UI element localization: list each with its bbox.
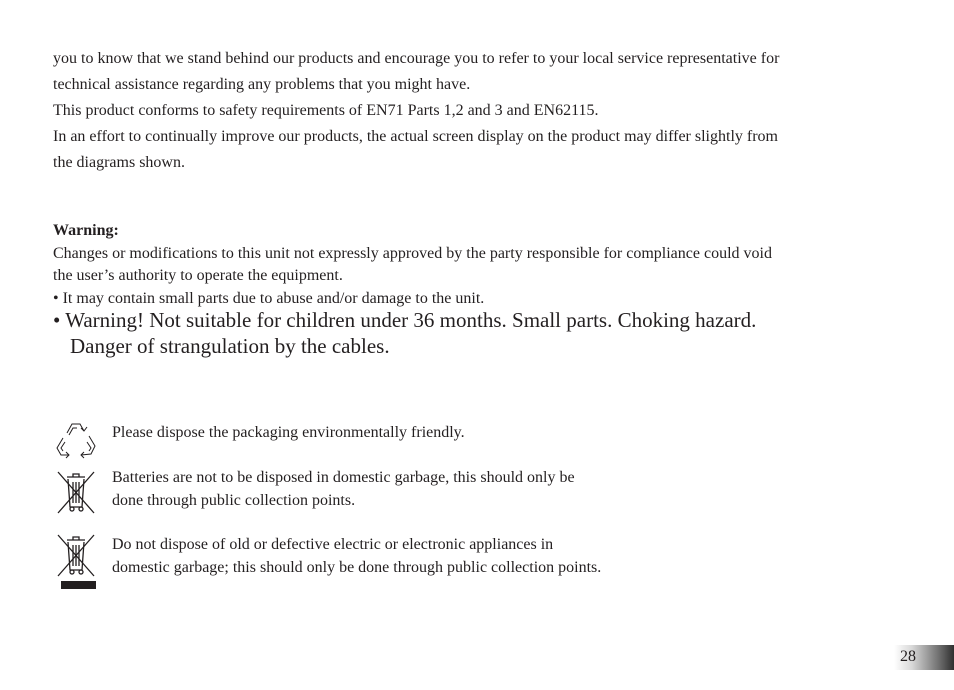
warning-line1: Changes or modifications to this unit not expressly approved by the party responsible for compliance could void — [53, 244, 772, 262]
page-number: 28 — [900, 648, 916, 665]
disposal-line: domestic garbage; this should only be done through public collection points. — [112, 558, 602, 576]
disposal-text-batteries — [112, 467, 832, 512]
intro-p3-line1: In an effort to continually improve our products, the actual screen display on the product may differ slightly from — [53, 128, 778, 145]
disposal-line: done through public collection points. — [112, 491, 356, 509]
warning-text — [53, 243, 898, 288]
intro-p3-line2: the diagrams shown. — [53, 154, 185, 171]
choking-hazard-line2: Danger of strangulation by the cables. — [70, 334, 390, 358]
intro-section — [53, 46, 898, 176]
intro-paragraph-3 — [53, 124, 898, 176]
warning-line2: the user’s authority to operate the equipment. — [53, 267, 343, 284]
intro-paragraph-2: This product conforms to safety requirements of EN71 Parts 1,2 and 3 and EN62115. — [53, 102, 599, 119]
disposal-text-packaging — [112, 422, 832, 445]
intro-p1-line1: you to know that we stand behind our products and encourage you to refer to your local service representative for — [53, 50, 780, 67]
warning-section — [53, 220, 898, 310]
disposal-line: Please dispose the packaging environmentally friendly. — [112, 424, 465, 441]
intro-paragraph-1 — [53, 46, 898, 98]
small-parts-note: • It may contain small parts due to abuse and/or damage to the unit. — [53, 289, 485, 307]
crossed-bin-bar-icon — [53, 534, 99, 597]
crossed-bin-icon — [53, 467, 99, 520]
disposal-line: Batteries are not to be disposed in domestic garbage, this should only be — [112, 469, 575, 486]
warning-title: Warning: — [53, 222, 119, 239]
intro-p1-line2: technical assistance regarding any problems that you might have. — [53, 76, 471, 93]
disposal-line: Do not dispose of old or defective electric or electronic appliances in — [112, 536, 554, 553]
choking-hazard-line1: • Warning! Not suitable for children under 36 months. Small parts. Choking hazard. — [53, 308, 757, 332]
disposal-text-electronics — [112, 534, 832, 579]
recycle-icon — [53, 422, 99, 465]
choking-hazard-warning — [53, 307, 898, 359]
